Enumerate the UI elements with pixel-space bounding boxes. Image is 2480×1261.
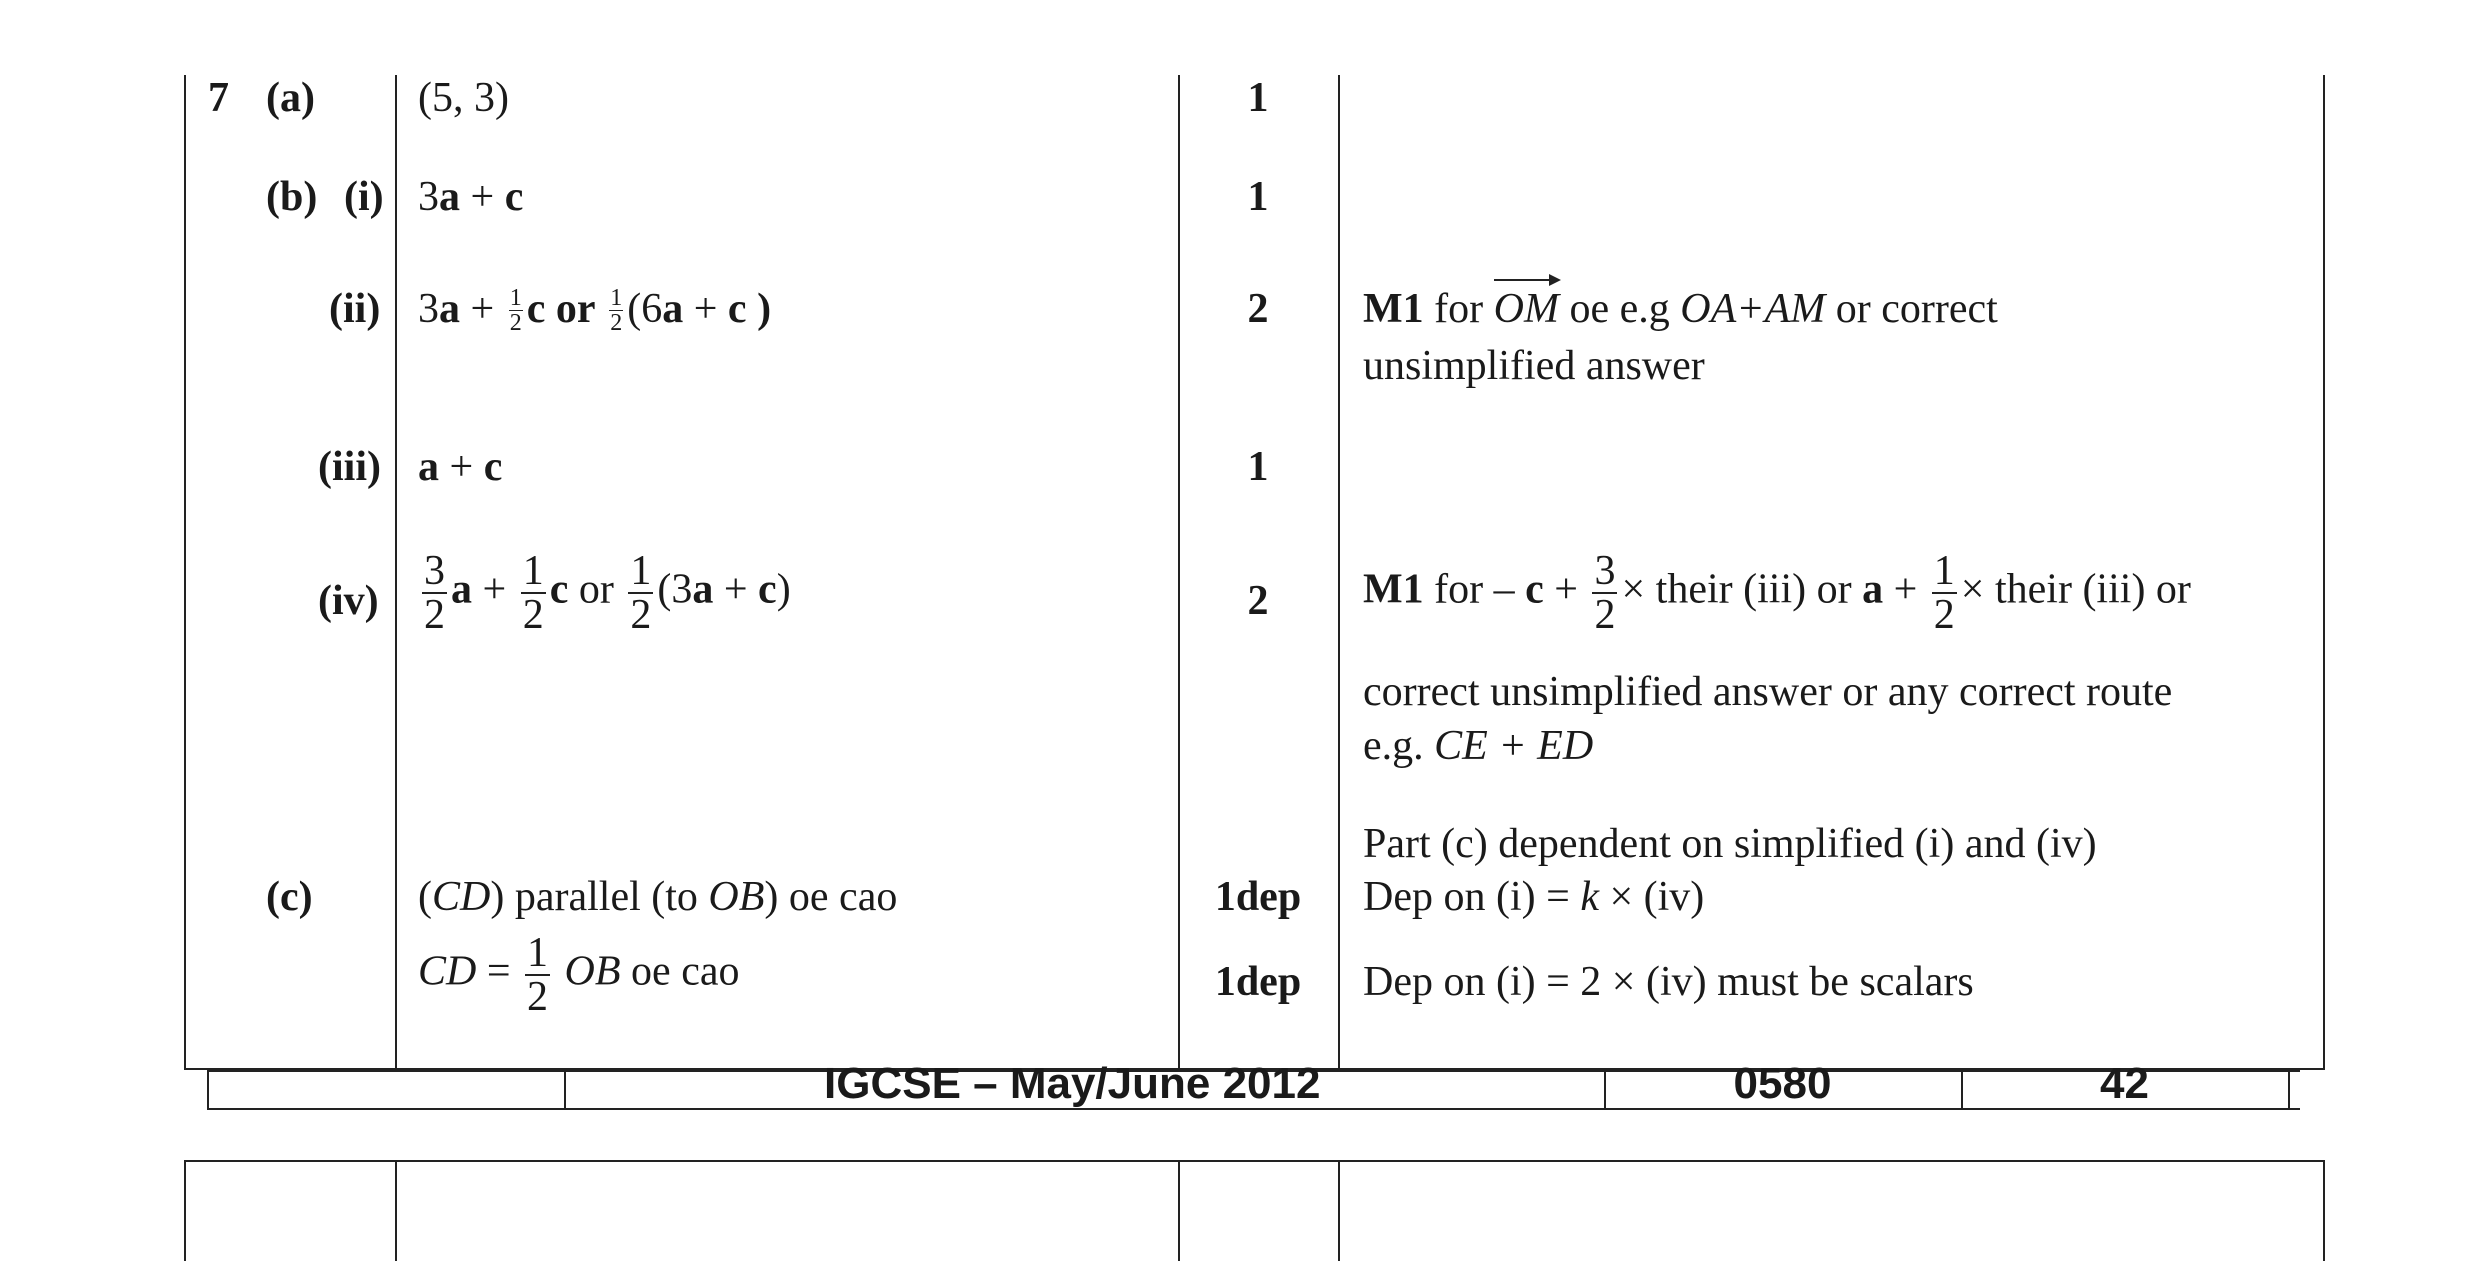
footer-paper: 42 bbox=[2100, 1059, 2149, 1108]
answer-7b-iii: a + c bbox=[418, 444, 503, 490]
footer-left-border bbox=[207, 1070, 209, 1110]
answer-7c-1: (CD) parallel (to OB) oe cao bbox=[418, 874, 898, 920]
table-left-border bbox=[184, 75, 186, 1070]
answer-7c-2: CD = $\frac{1}{2}$ OB oe cao bbox=[418, 930, 740, 1020]
mark-7b-i: 1 bbox=[1247, 174, 1269, 220]
sub-label-iv: (iv) bbox=[318, 578, 379, 624]
answer-7b-ii: 3a + $\frac{1}{2}$ c or $\frac{1}{2}$ (6a + c ) bbox=[418, 284, 772, 336]
next-table-divider-3 bbox=[1338, 1160, 1340, 1261]
answer-7b-iv: $\frac{3}{2}$ a + $\frac{1}{2}$ c or $\frac{1}{2}$ (3a + c) bbox=[424, 548, 791, 638]
mark-7b-iv: 2 bbox=[1247, 578, 1269, 624]
question-number: 7 bbox=[208, 75, 229, 121]
footer-exam: IGCSE – May/June 2012 bbox=[824, 1059, 1321, 1108]
mark-7b-iii: 1 bbox=[1247, 444, 1269, 490]
comment-7b-iv-line3: e.g. CE + ED bbox=[1363, 723, 1594, 769]
footer-divider-1 bbox=[564, 1070, 566, 1110]
mark-7c-2: 1dep bbox=[1214, 959, 1302, 1005]
part-label-c: (c) bbox=[266, 874, 313, 920]
comment-7c-1: Dep on (i) = k × (iv) bbox=[1363, 874, 1705, 920]
column-divider-marks bbox=[1338, 75, 1340, 1070]
sub-label-ii: (ii) bbox=[329, 286, 381, 332]
footer-bottom-border bbox=[207, 1108, 2300, 1110]
next-table-right-border bbox=[2323, 1160, 2325, 1261]
answer-7b-i: 3a + c bbox=[418, 174, 524, 220]
part-label-a: (a) bbox=[266, 75, 315, 121]
mark-7c-1: 1dep bbox=[1214, 874, 1302, 920]
vector-om: OM bbox=[1493, 286, 1559, 332]
sub-label-iii: (iii) bbox=[318, 444, 381, 490]
comment-7b-ii: M1 for OM oe e.g OA+AM or correct bbox=[1363, 286, 1998, 332]
comment-7c-pre: Part (c) dependent on simplified (i) and (iv) bbox=[1363, 821, 2097, 867]
comment-7b-ii-line2: unsimplified answer bbox=[1363, 343, 1705, 389]
table-right-border bbox=[2323, 75, 2325, 1070]
next-table-divider-2 bbox=[1178, 1160, 1180, 1261]
mark-7a: 1 bbox=[1247, 75, 1269, 121]
comment-7b-iv: M1 for – c + $\frac{3}{2}$ × their (iii) or a + $\frac{1}{2}$ × their (iii) or bbox=[1363, 548, 2191, 638]
answer-7a: (5, 3) bbox=[418, 75, 509, 121]
next-table-divider-1 bbox=[395, 1160, 397, 1261]
footer-right-border bbox=[2288, 1070, 2290, 1110]
sub-label-i: (i) bbox=[344, 174, 384, 220]
column-divider-question bbox=[395, 75, 397, 1070]
footer-syllabus: 0580 bbox=[1733, 1059, 1832, 1108]
mark-7b-ii: 2 bbox=[1247, 286, 1269, 332]
next-table-left-border bbox=[184, 1160, 186, 1261]
comment-7c-2: Dep on (i) = 2 × (iv) must be scalars bbox=[1363, 959, 1974, 1005]
part-label-b: (b) bbox=[266, 174, 318, 220]
comment-7b-iv-line2: correct unsimplified answer or any correct route bbox=[1363, 669, 2173, 715]
next-table-top-border bbox=[184, 1160, 2325, 1162]
